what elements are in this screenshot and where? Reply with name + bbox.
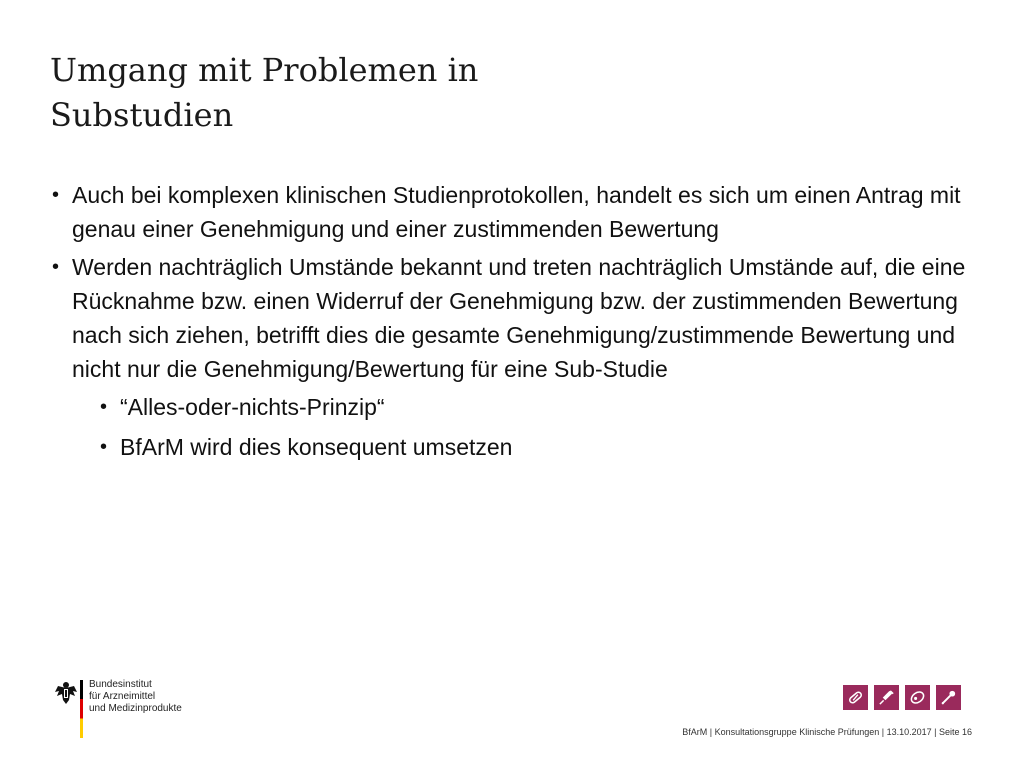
logo-text [89, 679, 182, 715]
german-flag-stripe [80, 680, 83, 738]
pill-icon [843, 685, 868, 710]
bullet-dot: • [100, 396, 108, 418]
bullet-item [50, 250, 970, 386]
logo-line-1: Bundesinstitut [89, 679, 152, 690]
logo-line-3: und Medizinprodukte [89, 703, 182, 714]
title-line-2: Substudien [50, 96, 234, 134]
sub-bullet-item [100, 430, 970, 464]
bullet-dot: • [52, 256, 60, 278]
icon-strip [843, 685, 961, 710]
bullet-text: Auch bei komplexen klinischen Studienprotokollen, handelt es sich um einen Antrag mit genau einer Genehmigung und einer zustimmenden Bewertung [72, 182, 961, 242]
bullet-dot: • [52, 184, 60, 206]
sub-bullet-item [100, 390, 970, 424]
sub-bullet-text: “Alles-oder-nichts-Prinzip“ [120, 394, 385, 420]
title-line-1: Umgang mit Problemen in [50, 51, 479, 89]
bfarm-logo [54, 680, 224, 742]
bullet-dot: • [100, 436, 108, 458]
slide-title [50, 48, 650, 138]
bullet-list [50, 178, 970, 470]
logo-line-2: für Arzneimittel [89, 691, 156, 702]
federal-eagle-icon [54, 680, 78, 706]
syringe-icon [874, 685, 899, 710]
capsule-icon [905, 685, 930, 710]
bullet-item [50, 178, 970, 246]
footer-text: BfArM | Konsultationsgruppe Klinische Prüfungen | 13.10.2017 | Seite 16 [682, 727, 972, 737]
pipette-icon [936, 685, 961, 710]
bullet-text: Werden nachträglich Umstände bekannt und treten nachträglich Umstände auf, die eine Rücknahme bzw. einen Widerruf der Genehmigung bzw. der zustimmenden Bewertung nach sich ziehen, betrifft dies die gesamte Genehmigung/zustimmende Bewertung und nicht nur die Genehmigung/Bewertung für eine Sub-Studie [72, 254, 966, 382]
sub-bullet-text: BfArM wird dies konsequent umsetzen [120, 434, 513, 460]
